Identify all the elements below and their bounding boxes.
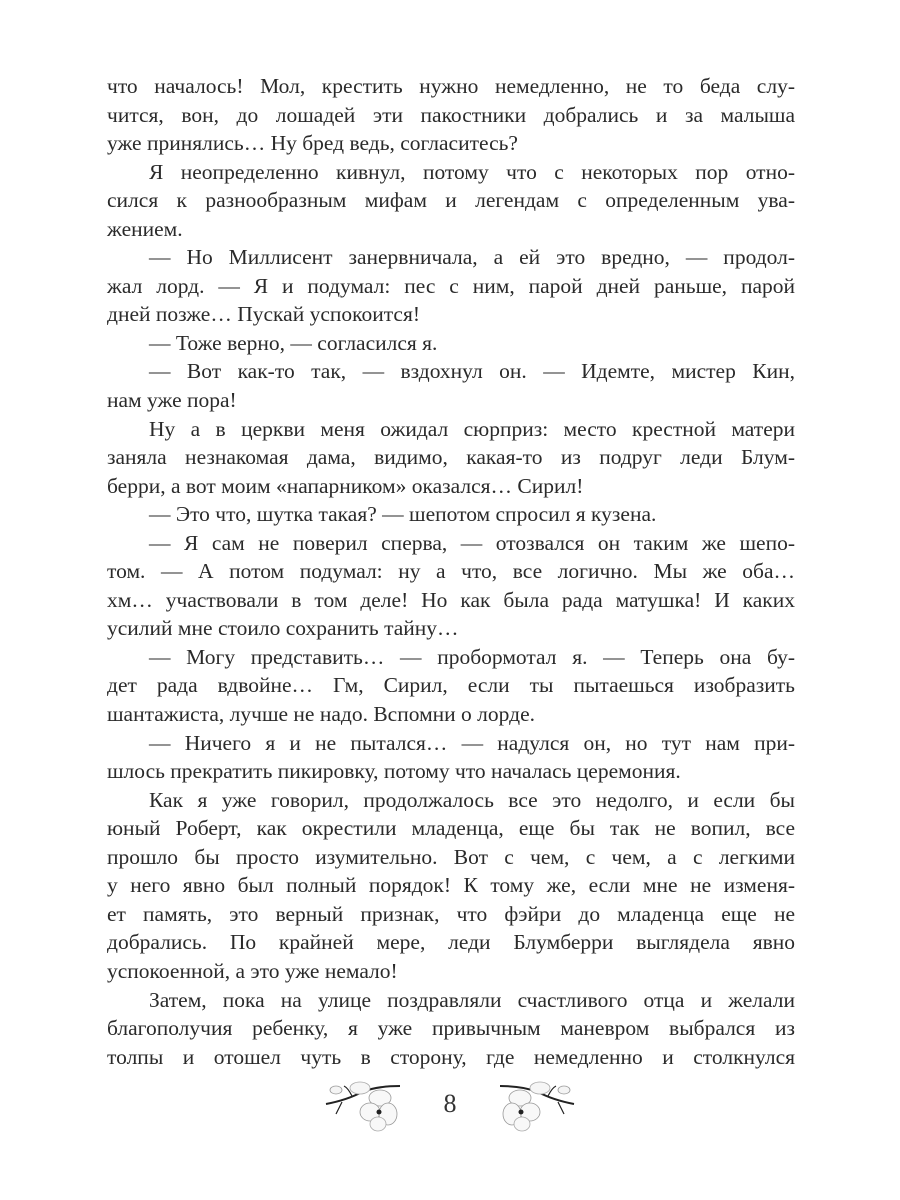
text-line: благополучия ребенку, я уже привычным маневром выбрался из <box>107 1016 795 1041</box>
text-line: шантажиста, лучше не надо. Вспомни о лорде. <box>107 702 535 727</box>
text-line: сился к разнообразным мифам и легендам с определенным ува- <box>107 188 795 213</box>
text-line: — Это что, шутка такая? — шепотом спросил я кузена. <box>149 502 657 527</box>
text-line: прошло бы просто изумительно. Вот с чем, с чем, а с легкими <box>107 844 795 869</box>
text-line: добрались. По крайней мере, леди Блумберри выглядела явно <box>107 930 795 955</box>
text-line: том. — А потом подумал: ну а что, все логично. Мы же оба… <box>107 559 795 584</box>
text-line: — Могу представить… — пробормотал я. — Теперь она бу- <box>149 644 795 669</box>
text-line: Я неопределенно кивнул, потому что с некоторых пор отно- <box>149 159 795 184</box>
text-line: жал лорд. — Я и подумал: пес с ним, парой дней раньше, парой <box>107 273 795 298</box>
text-line: хм… участвовали в том деле! Но как была рада матушка! И каких <box>107 587 795 612</box>
text-line: — Тоже верно, — согласился я. <box>149 330 438 355</box>
page-number: 8 <box>443 1089 457 1118</box>
text-line: Затем, пока на улице поздравляли счастливого отца и желали <box>149 987 795 1012</box>
text-line: заняла незнакомая дама, видимо, какая-то из подруг леди Блум- <box>107 445 795 470</box>
text-line: у него явно был полный порядок! К тому же, если мне не изменя- <box>107 873 795 898</box>
text-line: Как я уже говорил, продолжалось все это недолго, и если бы <box>149 787 795 812</box>
text-line: что началось! Мол, крестить нужно немедленно, не то беда слу- <box>107 74 795 98</box>
magnolia-branch-icon <box>322 1074 412 1134</box>
text-line: Ну а в церкви меня ожидал сюрприз: место крестной матери <box>149 416 795 441</box>
text-line: — Но Миллисент занервничала, а ей это вредно, — продол- <box>149 245 795 270</box>
text-line: дней позже… Пускай успокоится! <box>107 302 420 327</box>
text-line: дет рада вдвойне… Гм, Сирил, если ты пытаешься изобразить <box>107 673 795 698</box>
magnolia-branch-icon <box>488 1074 578 1134</box>
page-footer <box>0 1074 900 1134</box>
text-line: — Вот как-то так, — вздохнул он. — Идемте, мистер Кин, <box>149 359 795 384</box>
text-line: шлось прекратить пикировку, потому что началась церемония. <box>107 759 681 784</box>
text-line: нам уже пора! <box>107 388 237 413</box>
text-line: — Я сам не поверил сперва, — отозвался он таким же шепо- <box>149 530 795 555</box>
text-line: юный Роберт, как окрестили младенца, еще бы так не вопил, все <box>107 816 795 841</box>
text-line: толпы и отошел чуть в сторону, где немедленно и столкнулся <box>107 1044 795 1069</box>
text-line: чится, вон, до лошадей эти пакостники добрались и за малыша <box>107 102 795 127</box>
text-line: усилий мне стоило сохранить тайну… <box>107 616 459 641</box>
page-body <box>107 72 795 1071</box>
text-line: успокоенной, а это уже немало! <box>107 958 398 983</box>
text-line: — Ничего я и не пытался… — надулся он, но тут нам при- <box>149 730 795 755</box>
text-line: ет память, это верный признак, что фэйри до младенца еще не <box>107 901 795 926</box>
text-line: берри, а вот моим «напарником» оказался… Сирил! <box>107 473 584 498</box>
text-line: жением. <box>107 216 183 241</box>
text-line: уже принялись… Ну бред ведь, согласитесь? <box>107 131 518 156</box>
